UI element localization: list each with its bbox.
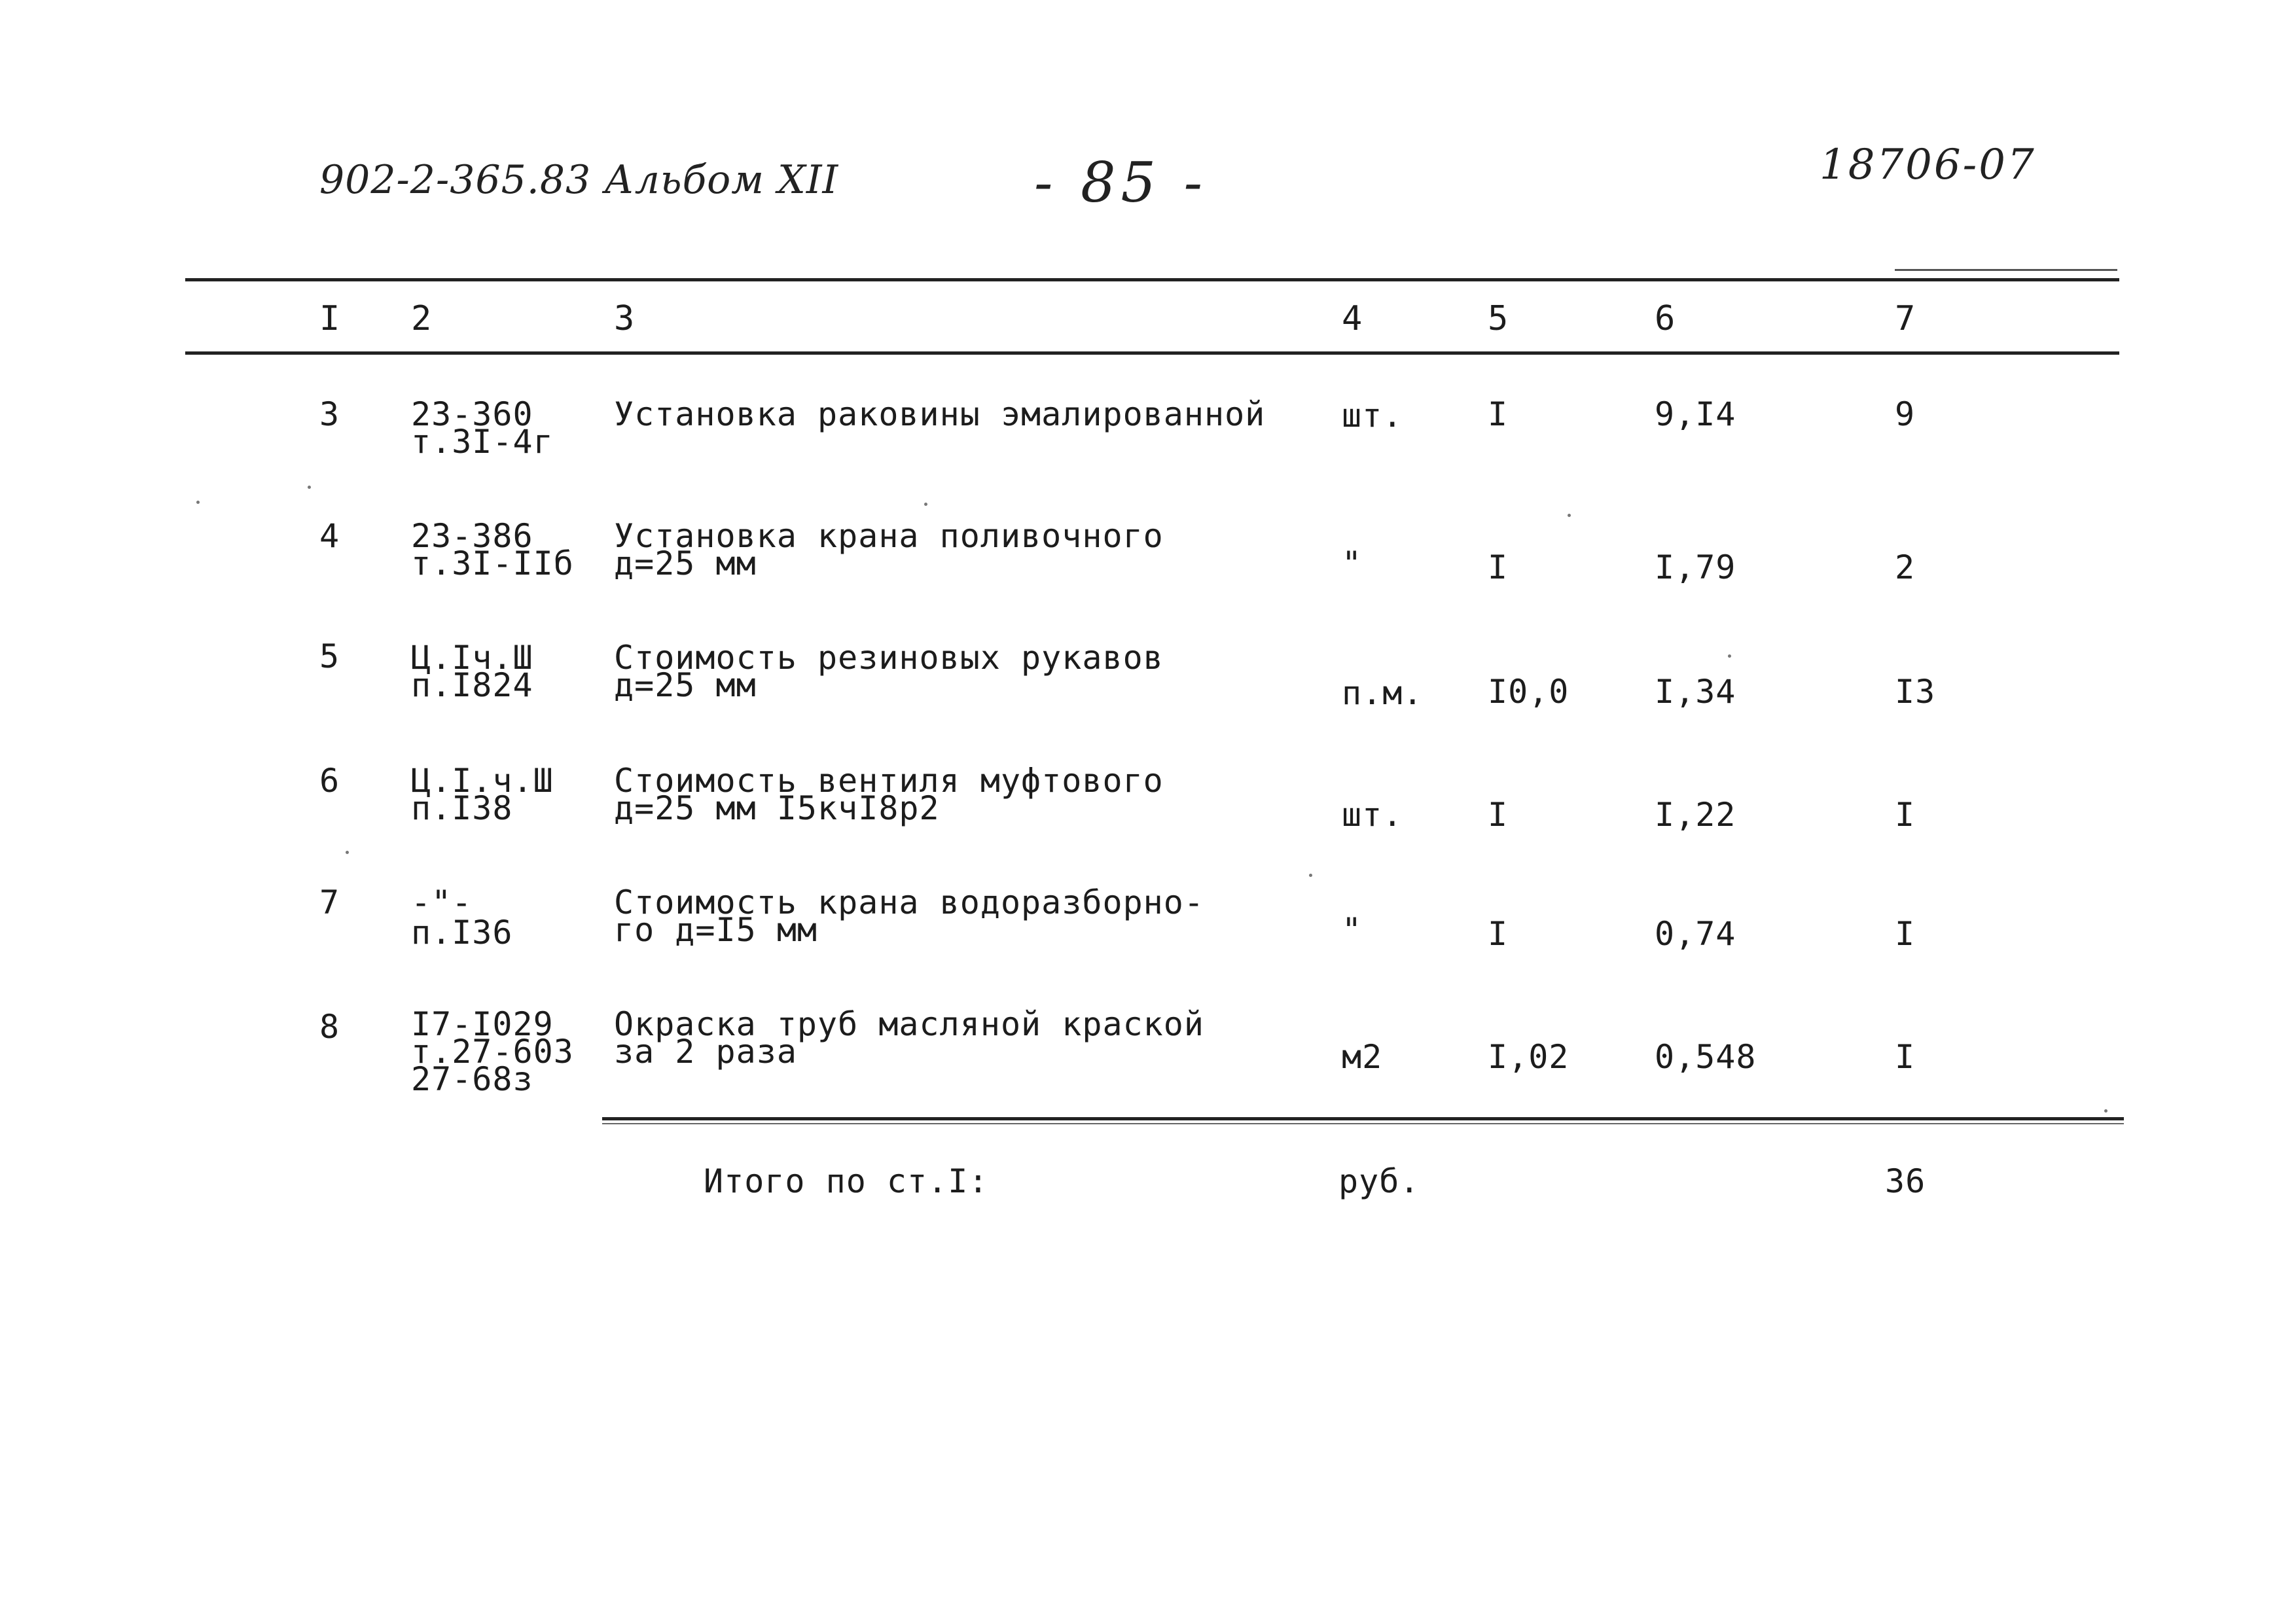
row-total: I3 [1895, 673, 1936, 711]
column-header-3: 3 [614, 299, 636, 338]
row-total: 9 [1895, 395, 1916, 433]
row-code-line: п.I38 [411, 789, 513, 827]
row-price: 9,I4 [1655, 395, 1736, 433]
row-code-line: т.3I-IIб [411, 544, 574, 582]
row-code-line: т.27-603 [411, 1033, 574, 1071]
total-unit: руб. [1338, 1162, 1420, 1200]
row-code-line: 23-386 [411, 517, 533, 555]
row-total: I [1895, 915, 1916, 953]
row-name-line: д=25 мм [614, 666, 757, 704]
row-price: I,34 [1655, 673, 1736, 711]
row-code-line: Ц.Iч.Ш [411, 639, 533, 677]
scan-speck [2104, 1109, 2108, 1113]
column-header-2: 2 [411, 299, 433, 338]
scan-speck [1568, 514, 1571, 517]
column-header-6: 6 [1655, 299, 1676, 338]
table-header-rule [185, 351, 2119, 355]
scan-speck [1309, 874, 1312, 877]
row-quantity: I [1488, 796, 1509, 834]
scan-speck [308, 486, 311, 489]
row-total: I [1895, 1038, 1916, 1076]
row-price: I,22 [1655, 796, 1736, 834]
page-number: - 85 - [1034, 151, 1208, 215]
row-unit: шт. [1342, 796, 1403, 834]
row-name-line: Стоимость вентиля муфтового [614, 762, 1164, 800]
row-name-line: Установка раковины эмалированной [614, 395, 1266, 433]
row-code-line: 23-360 [411, 395, 533, 433]
sheet-number: 18706-07 [1820, 141, 2036, 189]
total-value: 36 [1885, 1162, 1926, 1200]
row-total: I [1895, 796, 1916, 834]
row-number: 3 [319, 395, 340, 433]
row-name-line: д=25 мм I5кчI8р2 [614, 789, 940, 827]
row-quantity: I0,0 [1488, 673, 1570, 711]
row-number: 8 [319, 1008, 340, 1046]
row-unit: п.м. [1342, 674, 1424, 712]
row-quantity: I [1488, 395, 1509, 433]
row-code-line: I7-I029 [411, 1005, 554, 1043]
row-name-line: Установка крана поливочного [614, 517, 1164, 555]
row-total: 2 [1895, 548, 1916, 586]
top-rule-accent [1895, 269, 2117, 271]
row-quantity: I,02 [1488, 1038, 1570, 1076]
column-header-5: 5 [1488, 299, 1509, 338]
row-number: 7 [319, 883, 340, 921]
row-name-line: за 2 раза [614, 1033, 797, 1071]
scan-speck [346, 851, 349, 854]
column-header-7: 7 [1895, 299, 1916, 338]
row-unit: " [1342, 544, 1363, 582]
row-code-line: 27-68з [411, 1060, 533, 1098]
document-code: 902-2-365.83 Альбом XII [319, 157, 839, 203]
scan-speck [924, 503, 927, 506]
row-number: 4 [319, 517, 340, 555]
row-code-line: п.I36 [411, 914, 513, 952]
row-number: 6 [319, 762, 340, 800]
row-code-line: т.3I-4г [411, 423, 554, 461]
row-name-line: Стоимость резиновых рукавов [614, 639, 1164, 677]
total-rule [602, 1117, 2124, 1120]
row-number: 5 [319, 637, 340, 675]
column-header-1: I [319, 299, 341, 338]
total-rule-shadow [602, 1123, 2124, 1124]
row-price: 0,74 [1655, 915, 1736, 953]
row-code-line: п.I824 [411, 666, 533, 704]
row-quantity: I [1488, 548, 1509, 586]
row-code-line: Ц.I.ч.Ш [411, 762, 554, 800]
row-code-line: -"- [411, 883, 473, 921]
row-price: 0,548 [1655, 1038, 1757, 1076]
row-unit: м2 [1342, 1038, 1383, 1076]
row-name-line: Стоимость крана водоразборно- [614, 883, 1204, 921]
table-top-rule [185, 278, 2119, 281]
row-price: I,79 [1655, 548, 1736, 586]
row-quantity: I [1488, 915, 1509, 953]
column-header-4: 4 [1342, 299, 1363, 338]
total-label: Итого по ст.I: [704, 1162, 989, 1200]
row-name-line: Окраска труб масляной краской [614, 1005, 1204, 1043]
row-name-line: го д=I5 мм [614, 911, 818, 949]
row-name-line: д=25 мм [614, 544, 757, 582]
scan-speck [1728, 654, 1731, 658]
scan-speck [196, 501, 200, 504]
row-unit: шт. [1342, 397, 1403, 435]
row-unit: " [1342, 911, 1363, 949]
